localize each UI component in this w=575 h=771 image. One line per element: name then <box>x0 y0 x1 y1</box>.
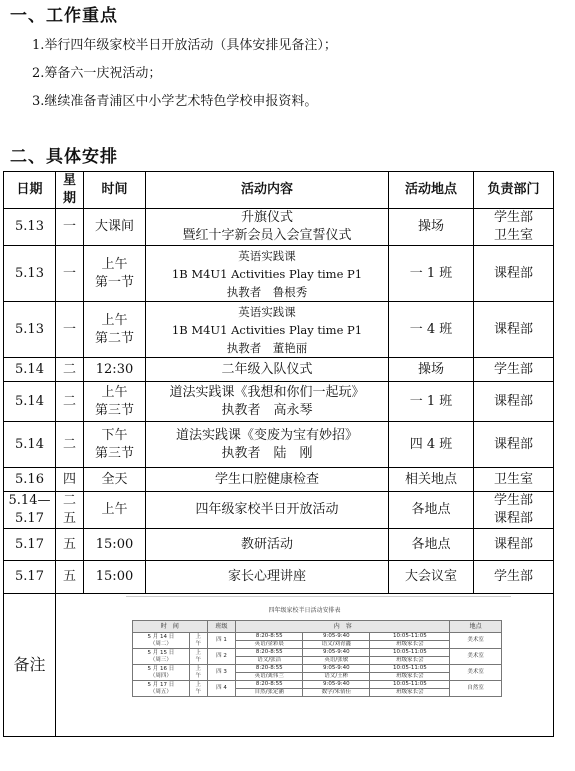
cell-date: 5.16 <box>4 468 56 492</box>
mini-class: 四 3 <box>207 665 235 681</box>
mini-subject-3: 班级家长会 <box>370 689 450 697</box>
cell-weekday: 二 <box>56 422 84 468</box>
mini-time-2: 9:05-9:40 <box>303 665 370 673</box>
mini-time-2: 9:05-9:40 <box>303 649 370 657</box>
mini-row <box>133 649 502 657</box>
mini-date: 5 月 15 日 （周三） <box>133 649 190 665</box>
table-row <box>4 529 554 561</box>
table-row <box>4 246 554 302</box>
remark-content <box>56 594 554 737</box>
cell-dept: 学生部 <box>474 358 554 382</box>
mini-subject-2: 语文/刘青鑫 <box>303 641 370 649</box>
mini-subject-2: 语文/王彬 <box>303 673 370 681</box>
cell-content: 教研活动 <box>146 529 389 561</box>
mini-place: 美术室 <box>450 633 502 649</box>
table-row <box>4 422 554 468</box>
mini-row <box>133 665 502 673</box>
cell-date: 5.13 <box>4 246 56 302</box>
cell-dept: 课程部 <box>474 302 554 358</box>
cell-date: 5.14— 5.17 <box>4 492 56 529</box>
mini-date: 5 月 16 日 （周四） <box>133 665 190 681</box>
mini-class: 四 1 <box>207 633 235 649</box>
table-header-row <box>4 172 554 209</box>
mini-half: 上 午 <box>189 665 207 681</box>
mini-header-cell: 班级 <box>207 621 235 633</box>
mini-date: 5 月 14 日 （周二） <box>133 633 190 649</box>
cell-time: 上午 第二节 <box>84 302 146 358</box>
cell-content: 四年级家校半日开放活动 <box>146 492 389 529</box>
cell-date: 5.14 <box>4 358 56 382</box>
mini-date: 5 月 17 日 （周五） <box>133 681 190 697</box>
cell-dept: 课程部 <box>474 529 554 561</box>
cell-weekday: 一 <box>56 246 84 302</box>
mini-subject-1: 英语/金彩晨 <box>236 641 303 649</box>
cell-time: 上午 第三节 <box>84 382 146 422</box>
mini-time-1: 8:20-8:55 <box>236 681 303 689</box>
remark-row <box>4 594 554 737</box>
cell-date: 5.17 <box>4 561 56 594</box>
cell-place: 各地点 <box>389 529 474 561</box>
mini-place: 自然室 <box>450 681 502 697</box>
mini-class: 四 4 <box>207 681 235 697</box>
cell-time: 下午 第三节 <box>84 422 146 468</box>
cell-content: 英语实践课 1B M4U1 Activities Play time P1 执教者 董艳丽 <box>146 302 389 358</box>
table-row <box>4 302 554 358</box>
mini-subject-1: 自然/张定涵 <box>236 689 303 697</box>
mini-class: 四 2 <box>207 649 235 665</box>
cell-time: 15:00 <box>84 561 146 594</box>
remark-schedule-image <box>56 594 553 736</box>
cell-dept: 学生部 <box>474 561 554 594</box>
mini-time-3: 10:05-11:05 <box>370 681 450 689</box>
table-row <box>4 358 554 382</box>
mini-half: 上 午 <box>189 649 207 665</box>
cell-dept: 课程部 <box>474 382 554 422</box>
schedule-title: 四年级家校半日活动安排表 <box>268 607 341 614</box>
mini-subject-2: 英语/张敏 <box>303 657 370 665</box>
cell-time: 上午 <box>84 492 146 529</box>
mini-time-2: 9:05-9:40 <box>303 681 370 689</box>
cell-weekday: 二 <box>56 358 84 382</box>
mini-time-1: 8:20-8:55 <box>236 649 303 657</box>
mini-header-row <box>133 621 502 633</box>
cell-place: 操场 <box>389 209 474 246</box>
cell-weekday: 一 <box>56 209 84 246</box>
cell-place: 操场 <box>389 358 474 382</box>
work-item-2: 2.筹备六一庆祝活动； <box>32 66 162 81</box>
cell-place: 一 4 班 <box>389 302 474 358</box>
cell-content: 二年级入队仪式 <box>146 358 389 382</box>
cell-content: 道法实践课《我想和你们一起玩》 执教者 高永琴 <box>146 382 389 422</box>
cell-time: 上午 第一节 <box>84 246 146 302</box>
header-content: 活动内容 <box>146 172 389 209</box>
table-row <box>4 561 554 594</box>
cell-weekday: 五 <box>56 561 84 594</box>
cell-weekday: 二 <box>56 382 84 422</box>
cell-dept: 学生部 卫生室 <box>474 209 554 246</box>
remark-label: 备注 <box>4 594 56 737</box>
cell-weekday: 二 五 <box>56 492 84 529</box>
table-row <box>4 468 554 492</box>
mini-half: 上 午 <box>189 681 207 697</box>
cell-weekday: 四 <box>56 468 84 492</box>
table-row <box>4 382 554 422</box>
mini-row <box>133 681 502 689</box>
cell-dept: 课程部 <box>474 246 554 302</box>
mini-subject-3: 班级家长会 <box>370 641 450 649</box>
cell-place: 四 4 班 <box>389 422 474 468</box>
cell-weekday: 五 <box>56 529 84 561</box>
mini-row <box>133 633 502 641</box>
work-item-3: 3.继续准备青浦区中小学艺术特色学校申报资料。 <box>32 94 318 109</box>
cell-time: 15:00 <box>84 529 146 561</box>
mini-header-cell: 内 容 <box>236 621 450 633</box>
cell-date: 5.13 <box>4 209 56 246</box>
mini-schedule-table <box>132 620 502 697</box>
cell-content: 学生口腔健康检查 <box>146 468 389 492</box>
schedule-table <box>3 171 554 737</box>
cell-place: 一 1 班 <box>389 246 474 302</box>
mini-time-2: 9:05-9:40 <box>303 633 370 641</box>
mini-time-3: 10:05-11:05 <box>370 649 450 657</box>
header-place: 活动地点 <box>389 172 474 209</box>
mini-half: 上 午 <box>189 633 207 649</box>
cell-content: 英语实践课 1B M4U1 Activities Play time P1 执教者 鲁根秀 <box>146 246 389 302</box>
work-item-1: 1.举行四年级家校半日开放活动（具体安排见备注）； <box>32 38 337 53</box>
cell-date: 5.17 <box>4 529 56 561</box>
cell-time: 大课间 <box>84 209 146 246</box>
header-weekday: 星 期 <box>56 172 84 209</box>
mini-subject-3: 班级家长会 <box>370 657 450 665</box>
mini-header-cell: 时 间 <box>133 621 208 633</box>
cell-time: 全天 <box>84 468 146 492</box>
mini-subject-1: 英语/龚伟兰 <box>236 673 303 681</box>
cell-dept: 课程部 <box>474 422 554 468</box>
header-date: 日期 <box>4 172 56 209</box>
cell-content: 家长心理讲座 <box>146 561 389 594</box>
cell-place: 相关地点 <box>389 468 474 492</box>
cell-dept: 学生部 课程部 <box>474 492 554 529</box>
table-row <box>4 492 554 529</box>
header-time: 时间 <box>84 172 146 209</box>
mini-subject-1: 语文/张洁 <box>236 657 303 665</box>
cell-content: 升旗仪式 暨红十字新会员入会宣誓仪式 <box>146 209 389 246</box>
section-title-work-focus: 一、工作重点 <box>10 6 118 26</box>
cell-place: 大会议室 <box>389 561 474 594</box>
mini-place: 美术室 <box>450 649 502 665</box>
cell-content: 道法实践课《变废为宝有妙招》 执教者 陆 刚 <box>146 422 389 468</box>
header-dept: 负责部门 <box>474 172 554 209</box>
cell-time: 12:30 <box>84 358 146 382</box>
cell-date: 5.14 <box>4 422 56 468</box>
mini-time-1: 8:20-8:55 <box>236 665 303 673</box>
mini-time-3: 10:05-11:05 <box>370 633 450 641</box>
mini-subject-2: 数学/朱倩佳 <box>303 689 370 697</box>
cell-date: 5.14 <box>4 382 56 422</box>
cell-place: 一 1 班 <box>389 382 474 422</box>
section-title-schedule: 二、具体安排 <box>10 147 118 167</box>
cell-dept: 卫生室 <box>474 468 554 492</box>
cell-place: 各地点 <box>389 492 474 529</box>
table-row <box>4 209 554 246</box>
mini-place: 美术室 <box>450 665 502 681</box>
mini-time-1: 8:20-8:55 <box>236 633 303 641</box>
mini-subject-3: 班级家长会 <box>370 673 450 681</box>
mini-header-cell: 地点 <box>450 621 502 633</box>
cell-date: 5.13 <box>4 302 56 358</box>
mini-time-3: 10:05-11:05 <box>370 665 450 673</box>
cell-weekday: 一 <box>56 302 84 358</box>
